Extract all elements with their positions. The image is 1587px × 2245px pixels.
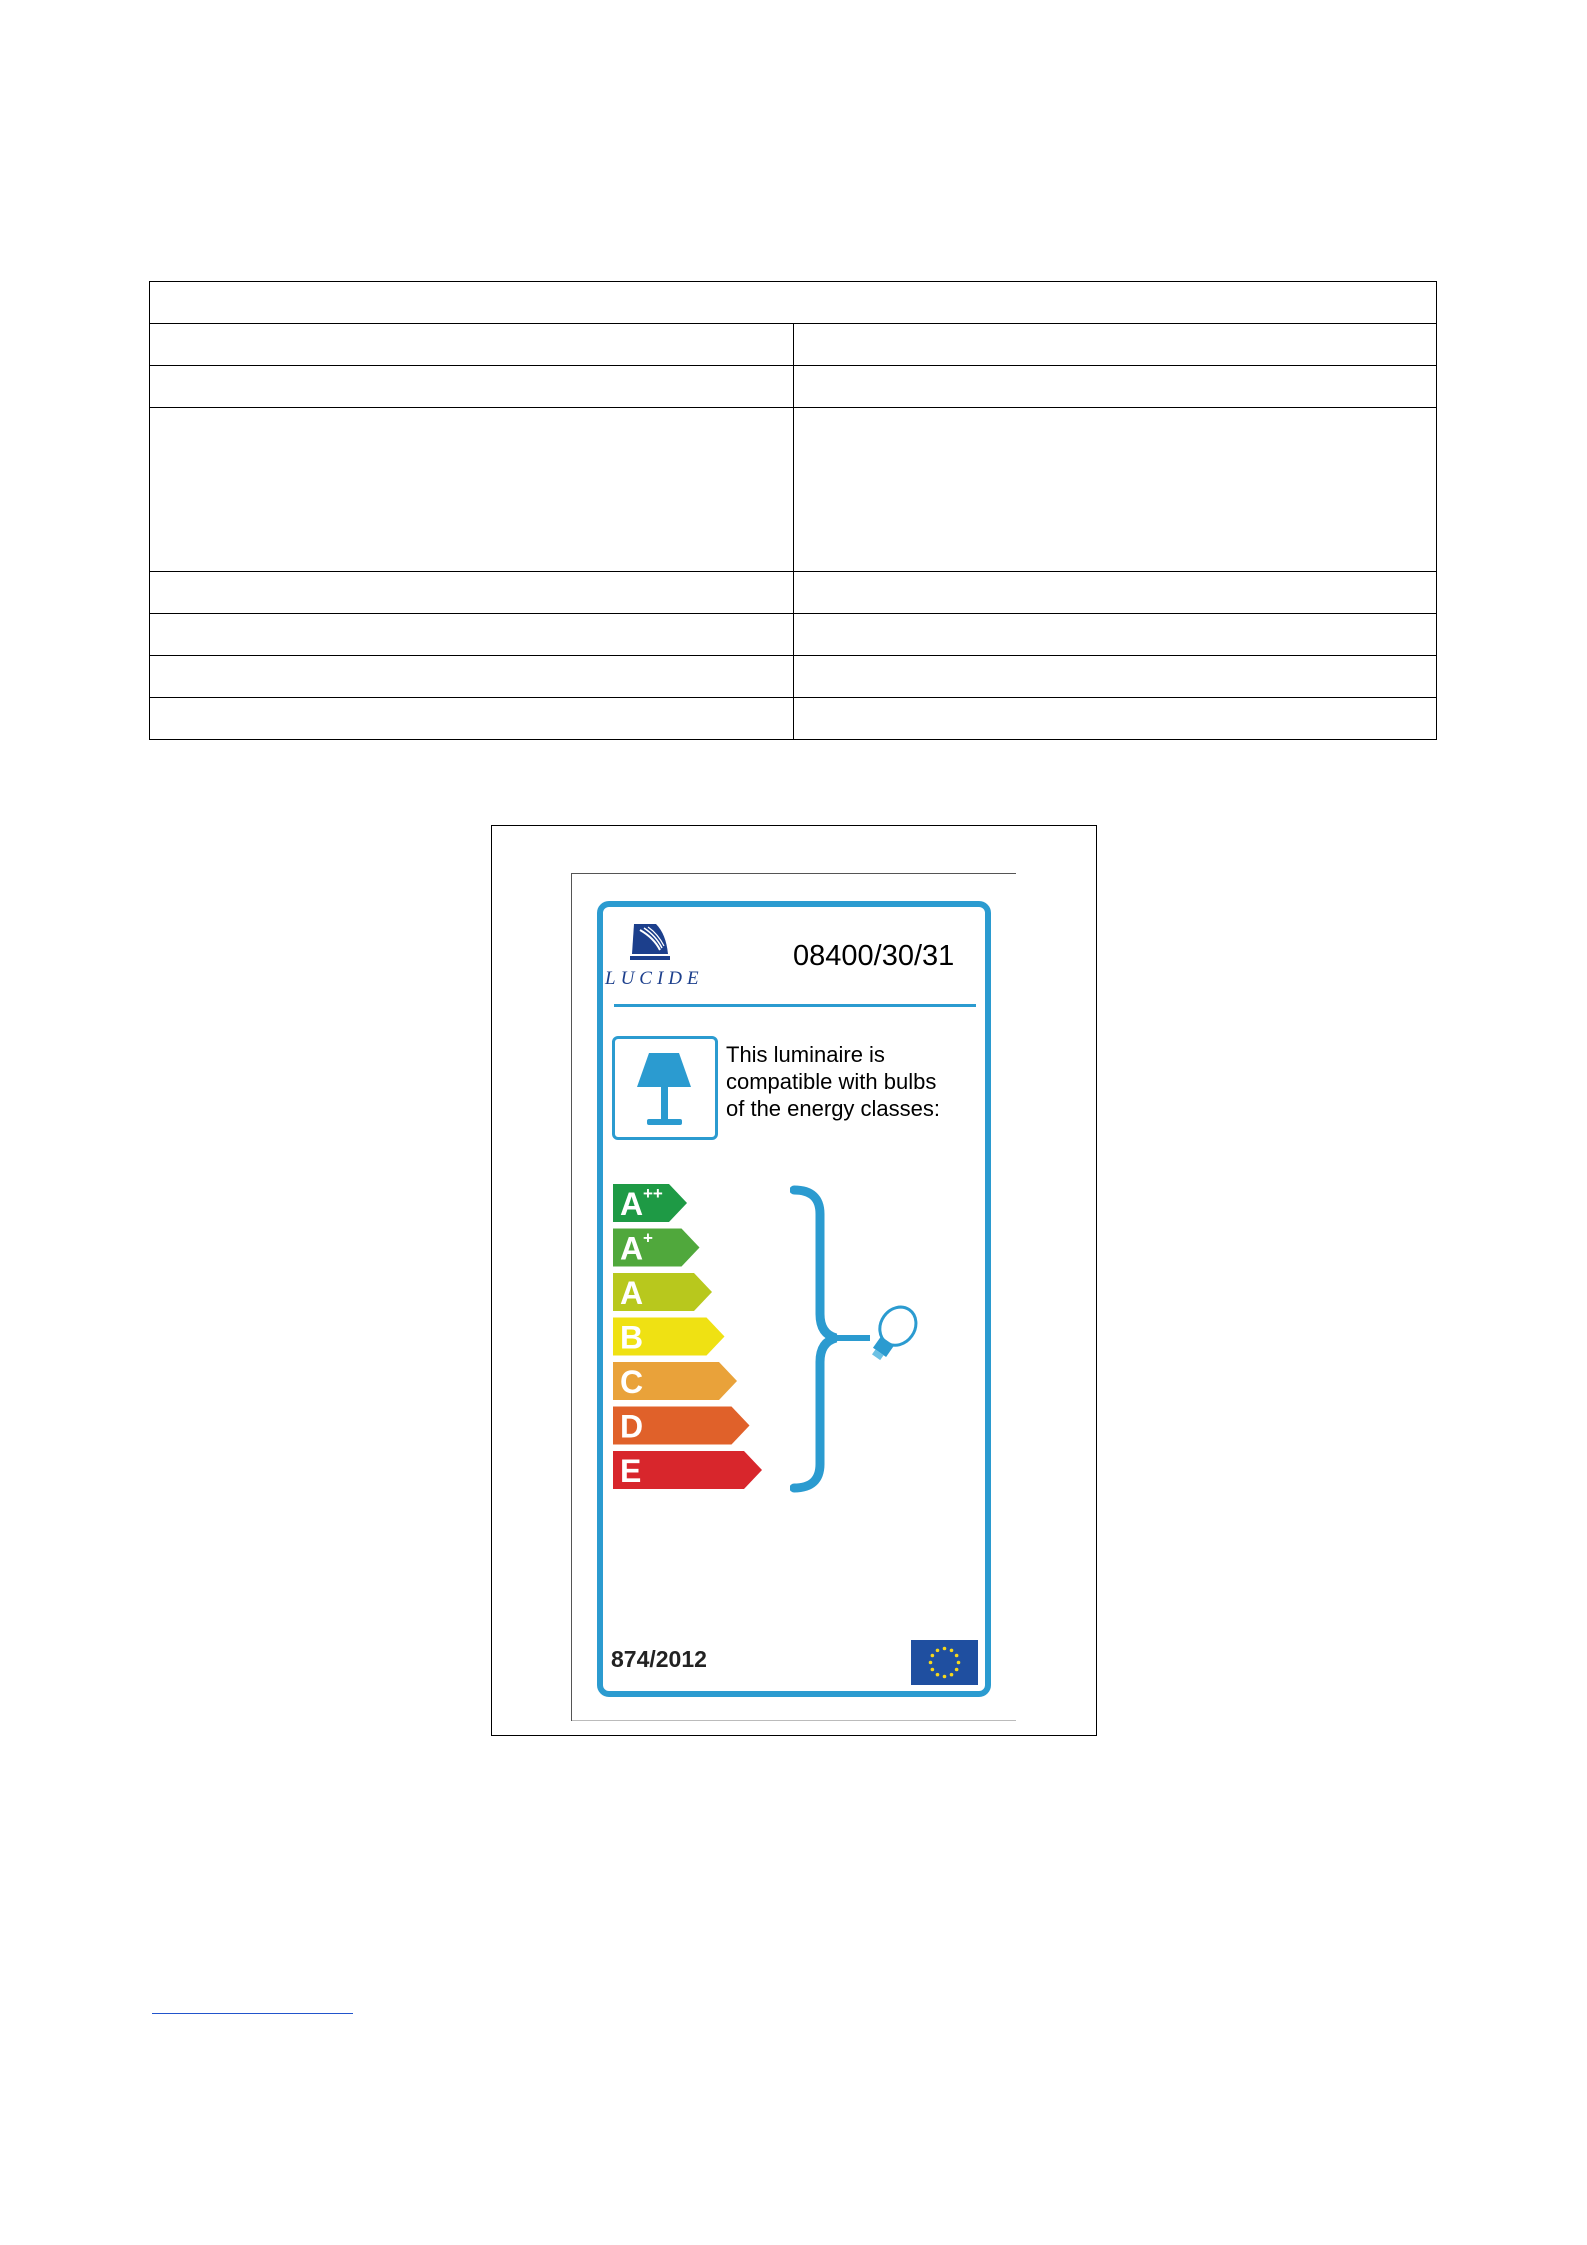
eu-star: [936, 1673, 940, 1677]
table-cell: [794, 408, 1437, 572]
lamp-icon: [615, 1039, 715, 1137]
eu-star: [950, 1649, 954, 1653]
header-divider: [614, 1004, 976, 1007]
table-cell: [794, 572, 1437, 614]
eu-star: [943, 1675, 947, 1679]
eu-star: [943, 1647, 947, 1651]
table-cell: [150, 572, 794, 614]
table-cell: [150, 324, 794, 366]
table-cell: [794, 698, 1437, 740]
energy-class-letter: B: [620, 1319, 644, 1356]
energy-class-letter: A: [620, 1186, 644, 1222]
eu-star: [929, 1661, 933, 1665]
table-cell: [150, 366, 794, 408]
energy-class-arrow: [613, 1273, 712, 1311]
energy-class-superscript: ++: [643, 1184, 663, 1203]
energy-class-superscript: +: [643, 1228, 653, 1248]
table-cell: [150, 614, 794, 656]
eu-star: [957, 1661, 961, 1665]
energy-class-letter: E: [620, 1453, 642, 1489]
lamp-box: [612, 1036, 718, 1140]
table-cell: [794, 366, 1437, 408]
brand-name: LUCIDE: [605, 968, 704, 989]
table-row: [150, 366, 1437, 408]
footer-link[interactable]: [152, 1993, 353, 2014]
model-number: 08400/30/31: [793, 940, 955, 972]
energy-class-arrow: [613, 1318, 725, 1356]
table-row: [150, 408, 1437, 572]
table-row: [150, 282, 1437, 324]
eu-star: [931, 1668, 935, 1672]
energy-class-arrow: [613, 1362, 737, 1400]
table-cell: [794, 614, 1437, 656]
compatibility-line: compatible with bulbs: [726, 1069, 937, 1094]
eu-star: [936, 1649, 940, 1653]
energy-class-letter: D: [620, 1408, 644, 1445]
table-cell: [150, 408, 794, 572]
table-row: [150, 614, 1437, 656]
table-cell: [150, 698, 794, 740]
energy-class-arrow: [613, 1407, 750, 1445]
table-row: [150, 324, 1437, 366]
eu-star: [955, 1654, 959, 1658]
energy-class-arrow: [613, 1451, 762, 1489]
spec-table: [149, 281, 1437, 740]
table-row: [150, 572, 1437, 614]
table-cell: [150, 656, 794, 698]
bulb-icon: [856, 1300, 926, 1372]
energy-class-letter: A: [620, 1275, 644, 1311]
table-cell: [794, 656, 1437, 698]
table-row: [150, 656, 1437, 698]
eu-star: [955, 1668, 959, 1672]
compatibility-text: [726, 1041, 986, 1122]
compatibility-line: of the energy classes:: [726, 1096, 941, 1121]
eu-flag-icon: [911, 1640, 978, 1685]
table-cell: [794, 324, 1437, 366]
eu-star: [950, 1673, 954, 1677]
energy-class-arrow: [613, 1184, 687, 1222]
compatibility-line: This luminaire is: [726, 1042, 885, 1067]
table-row: [150, 698, 1437, 740]
energy-class-letter: C: [620, 1364, 644, 1400]
energy-class-arrow: [613, 1229, 700, 1267]
regulation-number: 874/2012: [611, 1646, 707, 1672]
energy-class-letter: A: [620, 1230, 644, 1267]
table-header-cell: [150, 282, 1437, 324]
eu-star: [931, 1654, 935, 1658]
energy-class-scale: [613, 1184, 773, 1496]
